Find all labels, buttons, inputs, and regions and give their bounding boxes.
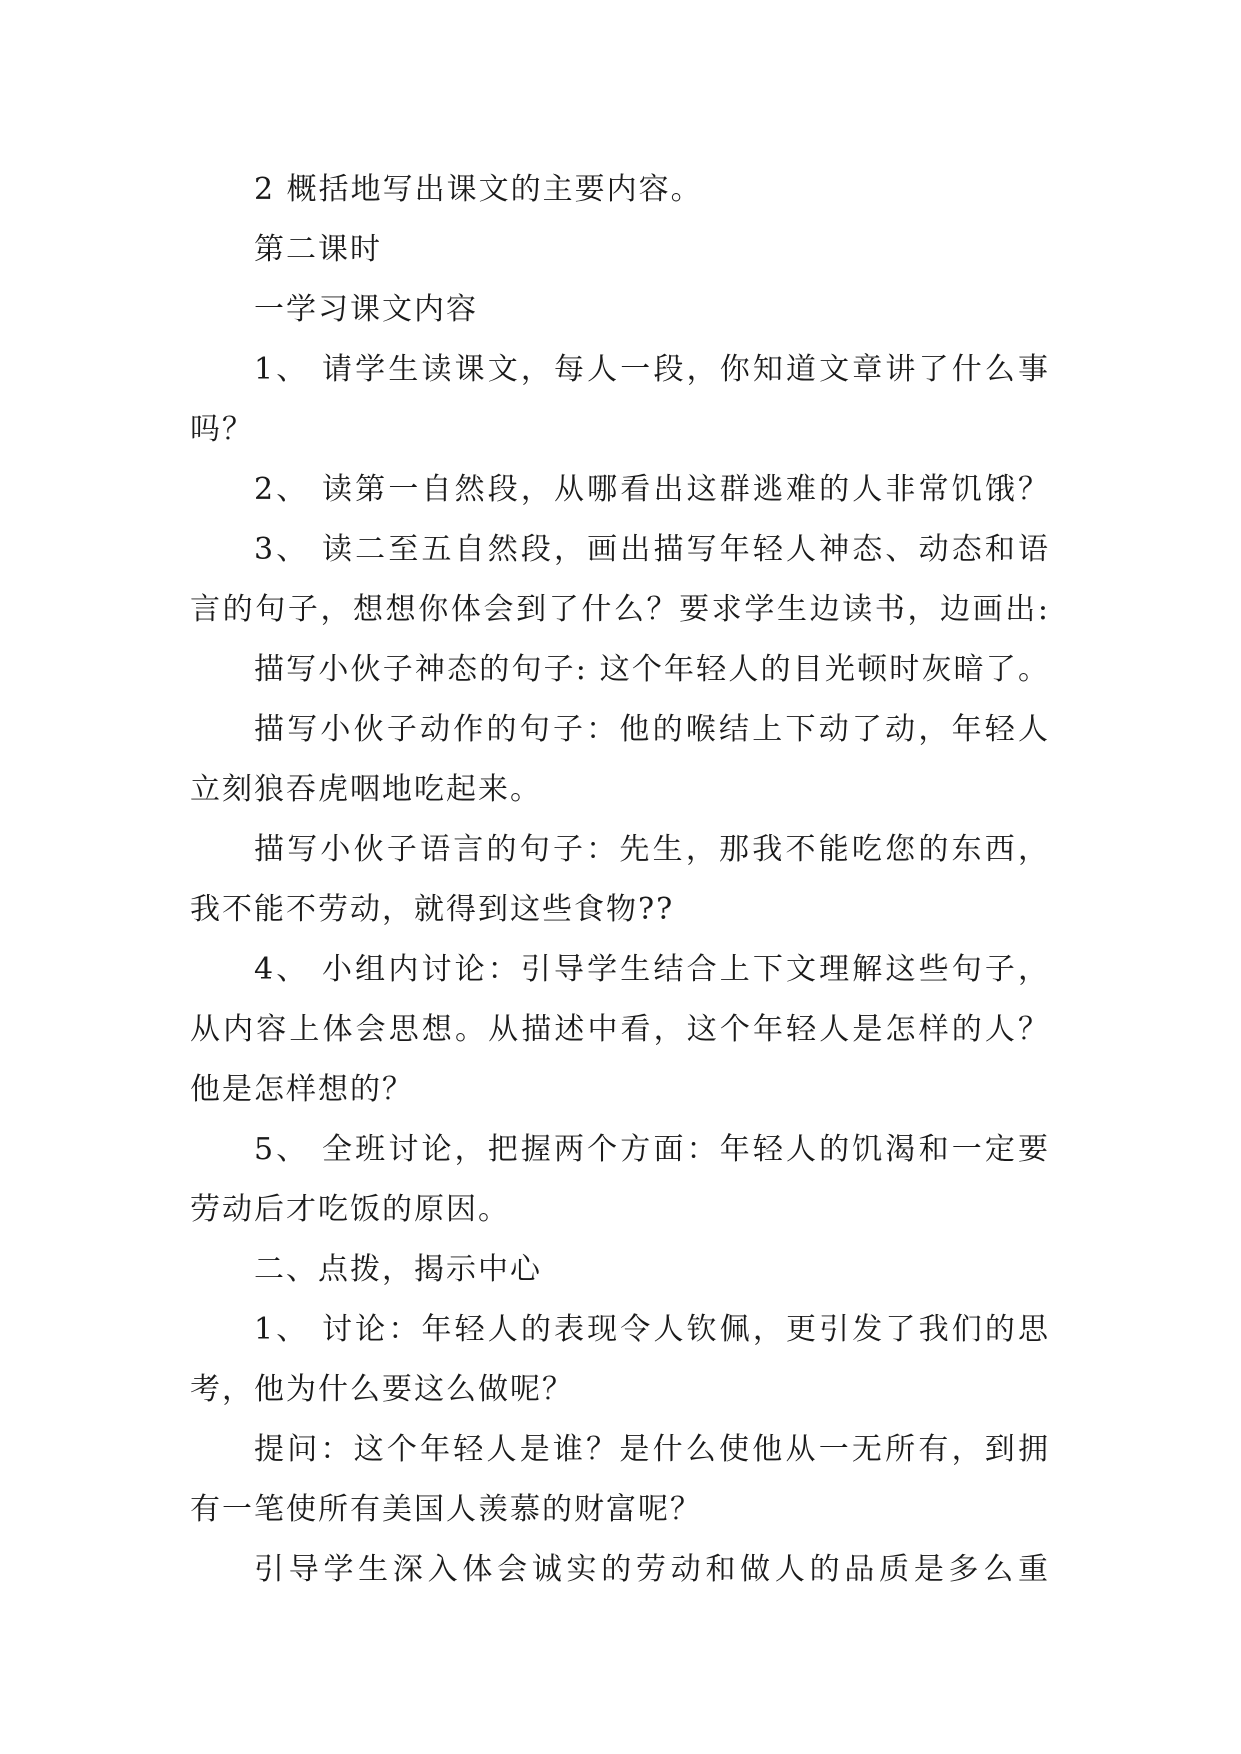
text-line: 言的句子，想想你体会到了什么？要求学生边读书，边画出: [190, 592, 1050, 627]
text-line: 描写小伙子动作的句子：他的喉结上下动了动，年轻人 [254, 712, 1050, 747]
section-heading: 一学习课文内容 [254, 292, 478, 327]
text-line: 吗？ [190, 412, 254, 447]
text-line: 他是怎样想的？ [190, 1072, 414, 1107]
text-line: 提问：这个年轻人是谁？是什么使他从一无所有，到拥 [254, 1432, 1050, 1467]
text-line: 我不能不劳动，就得到这些食物?? [190, 892, 675, 927]
text-line: 有一笔使所有美国人羡慕的财富呢？ [190, 1492, 702, 1527]
text-line: 3、 读二至五自然段，画出描写年轻人神态、动态和语 [254, 532, 1050, 567]
text-line: 从内容上体会思想。从描述中看，这个年轻人是怎样的人？ [190, 1012, 1050, 1047]
text-line: 劳动后才吃饭的原因。 [190, 1192, 510, 1227]
text-line: 考，他为什么要这么做呢？ [190, 1372, 574, 1407]
text-line: 引导学生深入体会诚实的劳动和做人的品质是多么重 [254, 1552, 1050, 1587]
section-heading: 第二课时 [254, 232, 382, 267]
text-line: 5、 全班讨论，把握两个方面：年轻人的饥渴和一定要 [254, 1132, 1050, 1167]
text-line: 4、 小组内讨论：引导学生结合上下文理解这些句子， [254, 952, 1050, 987]
text-line: 立刻狼吞虎咽地吃起来。 [190, 772, 542, 807]
text-line: 描写小伙子神态的句子: 这个年轻人的目光顿时灰暗了。 [254, 652, 1050, 687]
text-line: 描写小伙子语言的句子：先生，那我不能吃您的东西， [254, 832, 1050, 867]
text-line: 1、 请学生读课文，每人一段，你知道文章讲了什么事 [254, 352, 1050, 387]
text-line: 2 概括地写出课文的主要内容。 [254, 172, 703, 207]
text-line: 2、 读第一自然段，从哪看出这群逃难的人非常饥饿？ [254, 472, 1050, 507]
text-line: 1、 讨论：年轻人的表现令人钦佩，更引发了我们的思 [254, 1312, 1050, 1347]
section-heading: 二、点拨，揭示中心 [254, 1252, 542, 1287]
document-body [190, 160, 1050, 1600]
